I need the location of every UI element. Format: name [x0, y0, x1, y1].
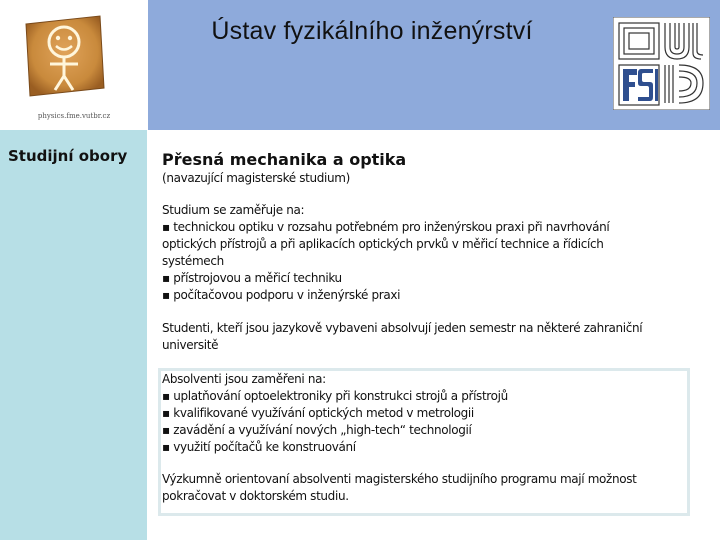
- list-item: ▪ přístrojovou a měřicí techniku: [162, 271, 342, 285]
- graduates-intro: Absolventi jsou zaměřeni na:: [162, 372, 326, 386]
- paragraph-line: Studenti, kteří jsou jazykově vybaveni absolvují jeden semestr na některé zahraniční: [162, 321, 643, 335]
- abroad-paragraph: [162, 320, 692, 354]
- site-url: physics.fme.vutbr.cz: [37, 112, 111, 120]
- list-item: optických přístrojů a při aplikacích optických prvků v měřicí technice a řídicích: [162, 237, 604, 251]
- list-item: ▪ využití počítačů ke konstruování: [162, 440, 356, 454]
- paragraph-line: universitě: [162, 338, 219, 352]
- list-item: ▪ zavádění a využívání nových „high-tech“ technologií: [162, 423, 472, 437]
- section-subtitle: (navazující magisterské studium): [162, 171, 350, 185]
- list-item: ▪ kvalifikované využívání optických metod v metrologii: [162, 406, 474, 420]
- focus-intro: Studium se zaměřuje na:: [162, 203, 305, 217]
- fsi-logo-icon: [613, 17, 710, 110]
- list-item: systémech: [162, 254, 224, 268]
- graduates-list: [162, 371, 682, 456]
- paragraph-line: Výzkumně orientovaní absolventi magisterského studijního programu mají možnost: [162, 472, 637, 486]
- list-item: ▪ uplatňování optoelektroniky při konstrukci strojů a přístrojů: [162, 389, 508, 403]
- institute-logo-icon: [22, 14, 106, 98]
- section-title: Přesná mechanika a optika: [162, 150, 407, 169]
- list-item: ▪ technickou optiku v rozsahu potřebném pro inženýrskou praxi při navrhování: [162, 220, 610, 234]
- study-focus-list: [162, 202, 682, 304]
- sidebar-heading: Studijní obory: [8, 147, 128, 165]
- sidebar: [0, 130, 147, 540]
- paragraph-line: pokračovat v doktorském studiu.: [162, 489, 349, 503]
- list-item: ▪ počítačovou podporu v inženýrské praxi: [162, 288, 401, 302]
- phd-paragraph: [162, 471, 682, 505]
- page-title: Ústav fyzikálního inženýrství: [211, 17, 533, 45]
